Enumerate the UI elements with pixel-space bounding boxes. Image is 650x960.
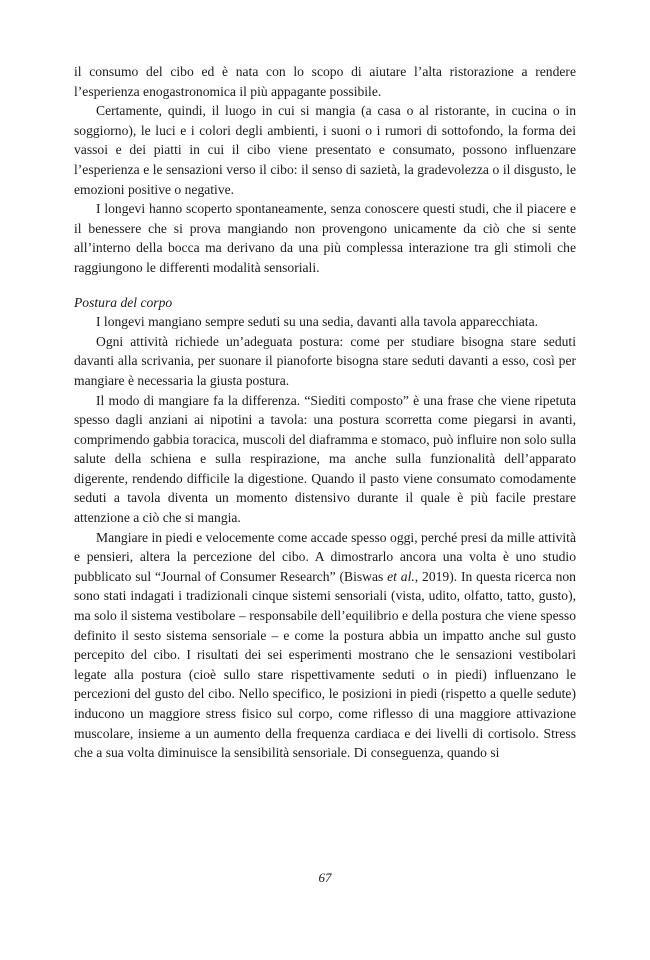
page-number: 67 [318, 870, 332, 885]
page-text-block [74, 62, 576, 763]
paragraph-ogni-attivita: Ogni attività richiede un’adeguata postura: come per studiare bisogna stare seduti davanti alla scrivania, per suonare il pianoforte bisogna stare seduti davanti a esso, così per mangiare è necessaria la giusta postura. [74, 333, 576, 388]
paragraph-il-modo-di-mangiare: Il modo di mangiare fa la differenza. “Siediti composto” è una frase che viene ripetuta spesso dagli anziani ai nipotini a tavola: una postura scorretta come piegarsi in avanti, comprimendo gabbia toracica, muscoli del diaframma e stomaco, può influire non solo sulla salute della schiena e sulla respirazione, ma anche sulla funzionalità dell’apparato digerente, rendendo difficile la digestione. Quando il pasto viene consumato comodamente seduti a tavola diventa un momento distensivo durante il quale è più facile prestare attenzione a ciò che si mangia. [74, 392, 576, 526]
paragraph-i-longevi-mangiano: I longevi mangiano sempre seduti su una sedia, davanti alla tavola apparecchiata. [96, 314, 539, 330]
paragraph-continuation: il consumo del cibo ed è nata con lo scopo di aiutare l’alta ristorazione a rendere l’esperienza enogastronomica il più appagante possibile. [74, 64, 576, 99]
paragraph-mangiare-in-piedi [74, 528, 576, 763]
paragraph-mangiare-in-piedi-text-after-citation: , 2019). In questa ricerca non sono stati indagati i tradizionali cinque sistemi sensoriali (vista, udito, olfatto, tatto, gusto), ma solo il sistema vestibolare – responsabile dell’equilibrio e della postura che viene spesso definito il sesto sistema sensoriale – e come la postura abbia un impatto anche sul gusto percepito del cibo. I risultati dei sei esperimenti mostrano che le sensazioni vestibolari legate alla postura (cioè sullo stare rispettivamente seduti o in piedi) influenzano le percezioni del gusto del cibo. Nello specifico, le posizioni in piedi (rispetto a quelle sedute) inducono un maggiore stress fisico sul corpo, come riflesso di una maggiore attivazione muscolare, insieme a un aumento della frequenza cardiaca e dei livelli di cortisolo. Stress che a sua volta diminuisce la sensibilità sensoriale. Di conseguenza, quando si [74, 568, 576, 761]
section-heading-postura-del-corpo: Postura del corpo [74, 294, 173, 310]
paragraph-i-longevi-hanno-scoperto: I longevi hanno scoperto spontaneamente, senza conoscere questi studi, che il piacere e il benessere che si prova mangiando non provengono unicamente da ciò che si sente all’interno della bocca ma derivano da una più complessa interazione tra gli stimoli che raggiungono le differenti modalità sensoriali. [74, 201, 576, 275]
citation-et-al: et al. [387, 568, 415, 584]
paragraph-mangiare-in-piedi-text-before-citation: Mangiare in piedi e velocemente come accade spesso oggi, perché presi da mille attività e pensieri, altera la percezione del cibo. A dimostrarlo ancora una volta è uno studio pubblicato sul “Journal of Consumer Research” (Biswas [74, 529, 576, 584]
paragraph-certamente: Certamente, quindi, il luogo in cui si mangia (a casa o al ristorante, in cucina o in soggiorno), le luci e i colori degli ambienti, i suoni o i rumori di sottofondo, la forma dei vassoi e dei piatti in cui il cibo viene presentato e consumato, possono influenzare l’esperienza e le sensazioni verso il cibo: il senso di sazietà, la gradevolezza o il disgusto, le emozioni positive o negative. [74, 103, 576, 197]
